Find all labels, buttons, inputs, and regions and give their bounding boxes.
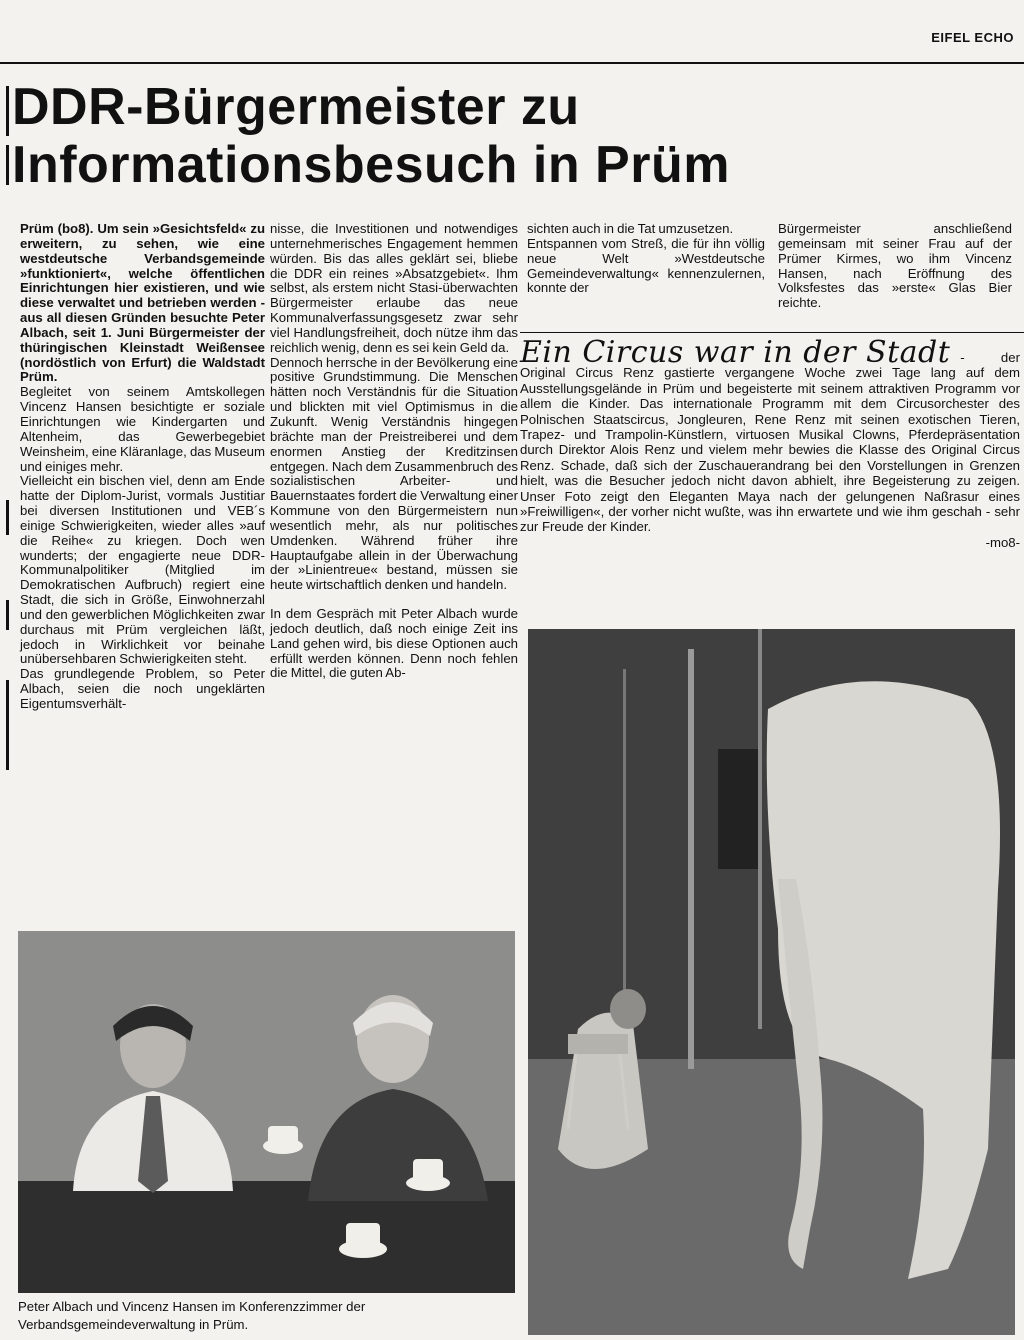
article-lead: Prüm (bo8). Um sein »Gesichtsfeld« zu erweitern, zu sehen, wie eine westdeutsche Verbandsgemeinde »funktioniert«, welche öffentlichen Einrichtungen hier existieren, und wie diese verwaltet und betrieben werden - aus all diesen Gründen besuchte Peter Albach, seit 1. Juni Bürgermeister der thüringischen Kleinstadt Weißensee (nordöstlich von Erfurt) die Waldstadt Prüm. [20, 221, 265, 385]
article-column-2 [270, 222, 518, 681]
article-column-3 [527, 222, 765, 296]
article-paragraph: Begleitet von seinem Amtskollegen Vincenz Hansen besichtigte er soziale Einrichtungen wie Kindergarten und Altenheim, das Gewerbegebiet Weinsheim, eine Kläranlage, das Museum und einiges mehr. [20, 384, 265, 474]
article-paragraph: Das grundlegende Problem, so Peter Albach, seien die noch ungeklärten Eigentumsverhält- [20, 666, 265, 711]
article-paragraph: Bürgermeister anschließend gemeinsam mit seiner Frau auf der Prümer Kirmes, wo ihm Vincenz Hansen, nach Eröffnung des Volksfestes das »erste« Glas Bier reichte. [778, 221, 1012, 311]
meeting-photo-illustration [18, 931, 515, 1293]
margin-bar [6, 145, 9, 185]
margin-bar [6, 680, 9, 770]
article-paragraph: Entspannen vom Streß, die für ihn völlig neue Welt »Westdeutsche Gemeindeverwaltung« kennenzulernen, konnte der [527, 235, 765, 296]
margin-bar [6, 600, 9, 630]
meeting-photo [18, 931, 515, 1293]
article-paragraph: Vielleicht ein bischen viel, denn am Ende hatte der Diplom-Jurist, vormals Justitiar bei diversen Institutionen und VEB´s einige Schwierigkeiten, wieder alles »auf die Reihe« zu kriegen. Doch wen wunderts; der engagierte neue DDR-Kommunalpolitiker (Mitglied im Demokratischen Aufbruch) regiert eine Stadt, die sich in Größe, Einwohnerzahl und den gewerblichen Möglichkeiten zwar durchaus mit Prüm vergleichen läßt, jedoch in Wirklichkeit vor beinahe unübersehbaren Schwierigkeiten steht. [20, 473, 265, 667]
top-rule [0, 62, 1024, 64]
article-column-4 [778, 222, 1012, 311]
masthead: EIFEL ECHO [931, 30, 1014, 45]
article-paragraph: In dem Gespräch mit Peter Albach wurde jedoch deutlich, daß noch einige Zeit ins Land gehen wird, bis diese Optionen auch erfüllt werden können. Denn noch fehlen die Mittel, die guten Ab- [270, 606, 518, 681]
section-divider [520, 332, 1024, 333]
circus-body: - der Original Circus Renz gastierte vergangene Woche zwei Tage lang auf dem Ausstellungsgelände in Prüm und begeisterte mit seinem attraktiven Programm vor allem die Kinder. Das internationale Programm mit dem Circusorchester des Polnischen Staatscircus, Jongleuren, Rene Renz mit seinen exotischen Tieren, Trapez- und Trampolin-Künstlern, virtuosen Musikal Clowns, Pferdepräsentation durch Direktor Alois Renz und vielem mehr bewies die Klasse des Original Circus Renz. Schade, daß sich der Zuschauerandrang bei den Vorstellungen in Grenzen hielt, was die Besucher jedoch nicht davon abhielt, ihre Begeisterung zu zeigen. Unser Foto zeigt den Eleganten Maya nach der gelungenen Naßrasur eines »Freiwilligen«, der vorher nicht wußte, was ihn erwartete und wie ihm geschah - sehr zur Freude der Kinder. [520, 350, 1020, 535]
photo-caption: Peter Albach und Vincenz Hansen im Konferenzzimmer der Verbandsgemeindeverwaltung in Prüm. [18, 1299, 366, 1332]
margin-bar [6, 500, 9, 535]
circus-photo-illustration [528, 629, 1015, 1335]
circus-text-block [520, 335, 1020, 535]
circus-title: Ein Circus war in der Stadt [520, 335, 951, 370]
article-column-1 [20, 222, 265, 712]
circus-photo [528, 629, 1015, 1335]
article-paragraph: sichten auch in die Tat umzusetzen. [527, 221, 734, 236]
article-paragraph: Dennoch herrsche in der Bevölkerung eine positive Grundstimmung. Die Menschen hätten noch Verständnis für die Situation und blickten mit viel Optimismus in die Zukunft. Wenig Verständnis hingegen brächte man der Preistreiberei und dem enormen Anstieg der Kreditzinsen entgegen. Nach dem Zusammenbruch des sozialistischen Arbeiter- und Bauernstaates fordert die Verwaltung einer Kommune von den Bürgermeistern nun wesentlich mehr, als nur politisches Umdenken. Während früher ihre Hauptaufgabe allein in der Überwachung der »Linientreue« bestand, müssen sie heute wirtschaftlich denken und handeln. [270, 354, 518, 593]
article-paragraph: nisse, die Investitionen und notwendiges unternehmerisches Engagement hemmen würden. Bis das alles geklärt sei, bliebe die DDR ein reines »Absatzgebiet«. Ihm selbst, als erstem nicht Stasi-überwachten Bürgermeister erlaube das neue Kommunalverfassungsgesetz zwar sehr viel Handlungsfreiheit, doch nütze ihm das reichlich wenig, denn es sei kein Geld da. [270, 221, 518, 355]
circus-article [520, 335, 1020, 550]
circus-signature: -mo8- [985, 534, 1020, 550]
headline [12, 78, 1012, 194]
headline-line-1: DDR-Bürgermeister zu [12, 78, 580, 136]
margin-bar [6, 86, 9, 136]
headline-line-2: Informationsbesuch in Prüm [12, 136, 730, 194]
